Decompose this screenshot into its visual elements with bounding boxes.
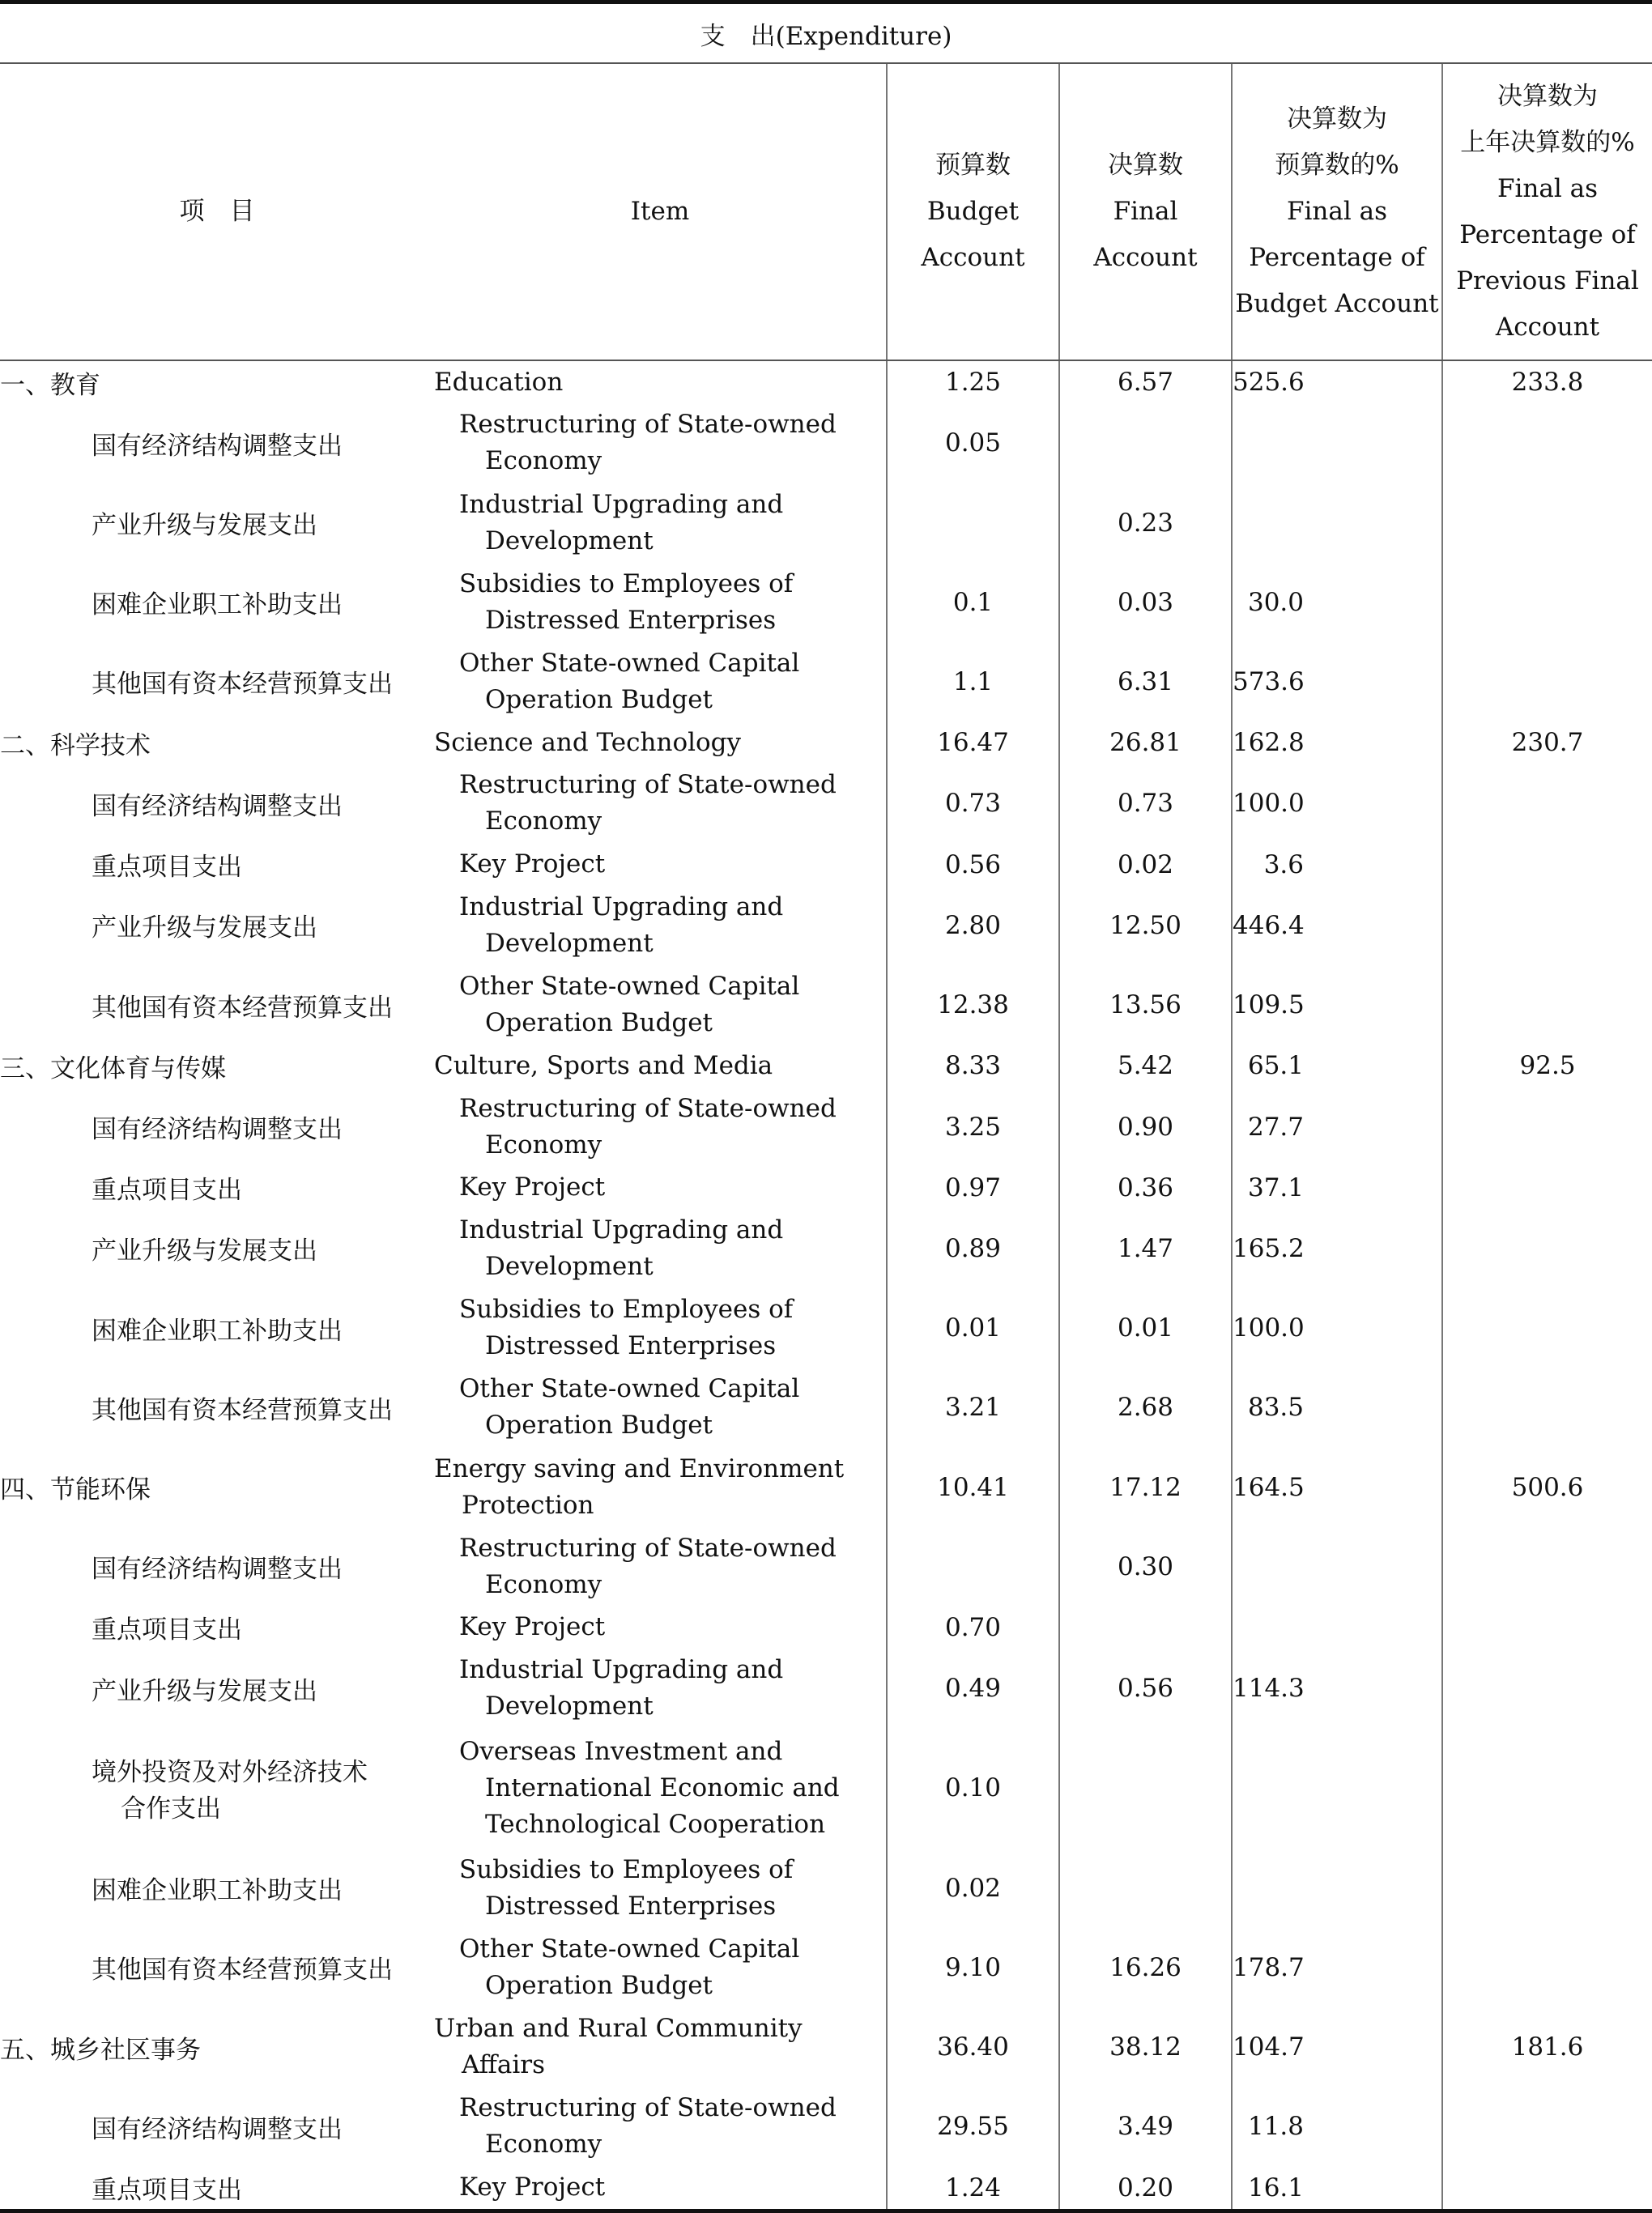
item-zh-cell <box>0 1849 434 1928</box>
table-title-row <box>0 2 1652 64</box>
pct-prev-cell: 233.8 <box>1442 360 1652 403</box>
pct-budget-cell <box>1232 1527 1442 1607</box>
subitem-row <box>0 1288 1652 1368</box>
item-zh-cell <box>0 2007 434 2087</box>
item-en-cell <box>434 1045 887 1087</box>
item-en-text: International Economic and <box>485 1773 840 1802</box>
item-en-text: Industrial Upgrading and <box>459 892 784 921</box>
item-zh-cell <box>0 1649 434 1728</box>
item-en-text: Overseas Investment and <box>459 1736 783 1766</box>
header-final-pct-prev-line: Previous Final <box>1456 266 1639 296</box>
subitem-row <box>0 1607 1652 1649</box>
pct-prev-cell <box>1442 1728 1652 1848</box>
header-final-pct-budget-line: 预算数的% <box>1275 151 1399 180</box>
subitem-row <box>0 1649 1652 1728</box>
item-en-text: Economy <box>485 2130 602 2160</box>
subitem-row <box>0 563 1652 642</box>
pct-budget-cell: 165.2 <box>1232 1209 1442 1288</box>
budget-cell: 9.10 <box>887 1928 1059 2007</box>
item-en-text: Protection <box>462 1490 594 1520</box>
item-zh-cell <box>0 1728 434 1848</box>
pct-budget-cell: 11.8 <box>1232 2087 1442 2166</box>
item-en-cell <box>434 1447 887 1526</box>
header-budget-line: 预算数 <box>935 151 1011 180</box>
item-zh-cell <box>0 1045 434 1087</box>
budget-cell: 0.05 <box>887 403 1059 483</box>
subitem-row <box>0 2166 1652 2211</box>
item-zh-text: 重点项目支出 <box>92 1615 242 1645</box>
item-en-cell <box>434 886 887 965</box>
header-budget <box>887 63 1059 360</box>
item-zh-cell <box>0 483 434 562</box>
item-zh-cell <box>0 1607 434 1649</box>
pct-budget-cell: 83.5 <box>1232 1368 1442 1447</box>
budget-cell: 29.55 <box>887 2087 1059 2166</box>
item-zh-cell <box>0 2166 434 2211</box>
item-en-cell <box>434 1527 887 1607</box>
item-en-cell <box>434 1649 887 1728</box>
item-zh-text: 其他国有资本经营预算支出 <box>92 670 393 700</box>
item-zh-text: 国有经济结构调整支出 <box>92 431 343 461</box>
budget-cell: 0.70 <box>887 1607 1059 1649</box>
item-en-cell <box>434 1368 887 1447</box>
item-en-text: Industrial Upgrading and <box>459 1655 784 1685</box>
item-zh-text: 境外投资及对外经济技术 <box>92 1758 368 1788</box>
item-zh-text: 二、科学技术 <box>0 730 151 760</box>
item-zh-cell <box>0 1447 434 1526</box>
item-zh-text: 国有经济结构调整支出 <box>92 791 343 821</box>
pct-budget-cell: 104.7 <box>1232 2007 1442 2087</box>
pct-prev-cell <box>1442 1928 1652 2007</box>
header-final-pct-prev-line: Percentage of <box>1459 219 1636 249</box>
item-en-text: Subsidies to Employees of <box>459 568 794 598</box>
pct-prev-cell <box>1442 844 1652 886</box>
item-en-text: Distressed Enterprises <box>485 605 777 635</box>
final-cell: 38.12 <box>1059 2007 1232 2087</box>
subitem-row <box>0 886 1652 965</box>
category-row <box>0 721 1652 764</box>
final-cell: 0.03 <box>1059 563 1232 642</box>
item-en-text: Economy <box>485 446 602 476</box>
item-zh-cell <box>0 2087 434 2166</box>
item-en-cell <box>434 1849 887 1928</box>
item-zh-text: 困难企业职工补助支出 <box>92 590 343 620</box>
item-en-text: Operation Budget <box>485 1008 713 1038</box>
item-en-text: Development <box>485 1251 654 1281</box>
header-final-line: 决算数 <box>1108 151 1183 180</box>
item-en-text: Affairs <box>462 2050 545 2080</box>
pct-prev-cell <box>1442 1849 1652 1928</box>
item-en-cell <box>434 1087 887 1166</box>
pct-budget-cell: 30.0 <box>1232 563 1442 642</box>
item-zh-text: 产业升级与发展支出 <box>92 511 317 541</box>
item-en-text: Industrial Upgrading and <box>459 1215 784 1245</box>
item-en-cell <box>434 1928 887 2007</box>
item-en-cell <box>434 764 887 843</box>
budget-cell: 1.24 <box>887 2166 1059 2211</box>
final-cell: 2.68 <box>1059 1368 1232 1447</box>
item-zh-text: 国有经济结构调整支出 <box>92 1555 343 1585</box>
budget-cell: 0.10 <box>887 1728 1059 1848</box>
pct-prev-cell <box>1442 642 1652 721</box>
item-en-cell <box>434 2007 887 2087</box>
pct-budget-cell: 109.5 <box>1232 965 1442 1045</box>
item-en-text: Industrial Upgrading and <box>459 489 784 519</box>
final-cell: 12.50 <box>1059 886 1232 965</box>
budget-cell: 36.40 <box>887 2007 1059 2087</box>
pct-prev-cell <box>1442 2087 1652 2166</box>
final-cell: 6.31 <box>1059 642 1232 721</box>
item-zh-cell <box>0 1209 434 1288</box>
pct-budget-cell <box>1232 1607 1442 1649</box>
pct-prev-cell <box>1442 1288 1652 1368</box>
item-zh-text: 合作支出 <box>121 1794 221 1824</box>
category-row <box>0 1447 1652 1526</box>
final-cell: 17.12 <box>1059 1447 1232 1526</box>
item-en-cell <box>434 563 887 642</box>
header-final-pct-budget-line: Final as <box>1286 197 1388 226</box>
item-zh-cell <box>0 1928 434 2007</box>
subitem-row <box>0 1368 1652 1447</box>
final-cell <box>1059 1849 1232 1928</box>
budget-cell: 1.25 <box>887 360 1059 403</box>
budget-cell: 3.21 <box>887 1368 1059 1447</box>
item-en-cell <box>434 642 887 721</box>
item-zh-text: 产业升级与发展支出 <box>92 913 317 943</box>
pct-prev-cell <box>1442 563 1652 642</box>
item-en-cell <box>434 1288 887 1368</box>
item-en-cell <box>434 360 887 403</box>
item-zh-text: 产业升级与发展支出 <box>92 1676 317 1706</box>
item-zh-text: 其他国有资本经营预算支出 <box>92 993 393 1023</box>
pct-prev-cell <box>1442 483 1652 562</box>
pct-budget-cell: 37.1 <box>1232 1167 1442 1209</box>
item-en-text: Economy <box>485 1130 602 1160</box>
pct-budget-cell: 162.8 <box>1232 721 1442 764</box>
item-zh-cell <box>0 721 434 764</box>
header-final <box>1059 63 1232 360</box>
header-final-pct-budget-line: 决算数为 <box>1287 104 1387 134</box>
item-zh-text: 产业升级与发展支出 <box>92 1236 317 1266</box>
item-en-text: Education <box>434 367 564 397</box>
item-en-text: Key Project <box>459 1172 606 1202</box>
final-cell: 0.20 <box>1059 2166 1232 2211</box>
pct-prev-cell: 230.7 <box>1442 721 1652 764</box>
final-cell: 0.36 <box>1059 1167 1232 1209</box>
header-final-pct-prev-line: Final as <box>1497 173 1599 203</box>
budget-cell: 0.49 <box>887 1649 1059 1728</box>
final-cell: 1.47 <box>1059 1209 1232 1288</box>
final-cell <box>1059 403 1232 483</box>
item-zh-text: 四、节能环保 <box>0 1475 151 1505</box>
subitem-row <box>0 1728 1652 1848</box>
item-zh-text: 重点项目支出 <box>92 2176 242 2206</box>
final-cell: 0.90 <box>1059 1087 1232 1166</box>
header-final-pct-budget-line: Budget Account <box>1235 289 1439 318</box>
budget-cell: 0.56 <box>887 844 1059 886</box>
table-title: 支 出(Expenditure) <box>0 2 1652 64</box>
item-en-text: Development <box>485 1692 654 1721</box>
item-en-text: Energy saving and Environment <box>434 1453 845 1483</box>
item-en-cell <box>434 1607 887 1649</box>
budget-cell: 2.80 <box>887 886 1059 965</box>
item-en-text: Restructuring of State-owned <box>459 410 837 440</box>
item-zh-text: 一、教育 <box>0 370 100 400</box>
final-cell <box>1059 1607 1232 1649</box>
category-row <box>0 360 1652 403</box>
item-en-text: Other State-owned Capital <box>459 1934 800 1964</box>
pct-budget-cell <box>1232 1849 1442 1928</box>
pct-budget-cell: 100.0 <box>1232 764 1442 843</box>
final-cell: 0.02 <box>1059 844 1232 886</box>
item-zh-cell <box>0 886 434 965</box>
pct-budget-cell: 27.7 <box>1232 1087 1442 1166</box>
pct-prev-cell: 500.6 <box>1442 1447 1652 1526</box>
item-en-text: Operation Budget <box>485 684 713 714</box>
item-en-text: Key Project <box>459 1612 606 1642</box>
item-en-text: Subsidies to Employees of <box>459 1854 794 1884</box>
subitem-row <box>0 965 1652 1045</box>
item-en-text: Urban and Rural Community <box>434 2014 803 2044</box>
pct-prev-cell <box>1442 1607 1652 1649</box>
pct-budget-cell: 3.6 <box>1232 844 1442 886</box>
budget-cell: 0.02 <box>887 1849 1059 1928</box>
subitem-row <box>0 1849 1652 1928</box>
pct-prev-cell <box>1442 1649 1652 1728</box>
item-zh-text: 国有经济结构调整支出 <box>92 2114 343 2144</box>
item-zh-cell <box>0 764 434 843</box>
subitem-row <box>0 2087 1652 2166</box>
item-zh-cell <box>0 965 434 1045</box>
header-final-pct-budget-line: Percentage of <box>1249 243 1425 272</box>
item-en-text: Other State-owned Capital <box>459 972 800 1002</box>
item-en-text: Technological Cooperation <box>485 1809 826 1839</box>
pct-prev-cell <box>1442 1368 1652 1447</box>
header-final-line: Final <box>1113 197 1178 226</box>
item-en-text: Development <box>485 928 654 958</box>
table-body <box>0 360 1652 2211</box>
final-cell: 0.73 <box>1059 764 1232 843</box>
item-zh-cell <box>0 1087 434 1166</box>
pct-prev-cell <box>1442 1087 1652 1166</box>
pct-budget-cell: 100.0 <box>1232 1288 1442 1368</box>
item-en-text: Development <box>485 526 654 555</box>
pct-budget-cell <box>1232 1728 1442 1848</box>
pct-prev-cell <box>1442 1527 1652 1607</box>
item-en-text: Economy <box>485 806 602 836</box>
subitem-row <box>0 1527 1652 1607</box>
pct-budget-cell <box>1232 403 1442 483</box>
budget-cell: 8.33 <box>887 1045 1059 1087</box>
item-zh-cell <box>0 1167 434 1209</box>
item-en-cell <box>434 965 887 1045</box>
pct-budget-cell: 114.3 <box>1232 1649 1442 1728</box>
item-en-text: Other State-owned Capital <box>459 1374 800 1404</box>
item-en-cell <box>434 2087 887 2166</box>
budget-cell: 10.41 <box>887 1447 1059 1526</box>
item-en-cell <box>434 403 887 483</box>
item-en-text: Distressed Enterprises <box>485 1331 777 1361</box>
final-cell: 5.42 <box>1059 1045 1232 1087</box>
budget-cell: 0.73 <box>887 764 1059 843</box>
pct-prev-cell <box>1442 965 1652 1045</box>
final-cell: 0.30 <box>1059 1527 1232 1607</box>
budget-cell: 3.25 <box>887 1087 1059 1166</box>
pct-prev-cell <box>1442 1209 1652 1288</box>
item-en-text: Culture, Sports and Media <box>434 1050 773 1080</box>
item-zh-text: 重点项目支出 <box>92 853 242 883</box>
pct-budget-cell: 446.4 <box>1232 886 1442 965</box>
item-zh-cell <box>0 1368 434 1447</box>
budget-cell <box>887 483 1059 562</box>
item-zh-text: 其他国有资本经营预算支出 <box>92 1956 393 1985</box>
final-cell <box>1059 1728 1232 1848</box>
subitem-row <box>0 1209 1652 1288</box>
header-final-line: Account <box>1093 243 1198 272</box>
pct-prev-cell <box>1442 886 1652 965</box>
subitem-row <box>0 642 1652 721</box>
item-en-text: Restructuring of State-owned <box>459 770 837 800</box>
final-cell: 0.01 <box>1059 1288 1232 1368</box>
item-zh-cell <box>0 1527 434 1607</box>
item-zh-text: 三、文化体育与传媒 <box>0 1053 226 1083</box>
subitem-row <box>0 403 1652 483</box>
header-item-en: Item <box>434 63 887 360</box>
budget-cell: 0.01 <box>887 1288 1059 1368</box>
budget-cell: 16.47 <box>887 721 1059 764</box>
budget-cell: 0.97 <box>887 1167 1059 1209</box>
item-zh-text: 困难企业职工补助支出 <box>92 1316 343 1346</box>
final-cell: 26.81 <box>1059 721 1232 764</box>
budget-cell: 12.38 <box>887 965 1059 1045</box>
item-zh-text: 国有经济结构调整支出 <box>92 1115 343 1144</box>
pct-budget-cell <box>1232 483 1442 562</box>
final-cell: 16.26 <box>1059 1928 1232 2007</box>
item-en-text: Science and Technology <box>434 727 742 757</box>
item-en-text: Restructuring of State-owned <box>459 1533 837 1563</box>
item-zh-cell <box>0 642 434 721</box>
item-zh-text: 重点项目支出 <box>92 1176 242 1206</box>
item-en-cell <box>434 1209 887 1288</box>
header-final-pct-prev-line: 决算数为 <box>1497 81 1599 111</box>
header-final-pct-prev-line: 上年决算数的% <box>1460 127 1635 157</box>
item-en-text: Key Project <box>459 2173 606 2202</box>
subitem-row <box>0 483 1652 562</box>
pct-budget-cell: 573.6 <box>1232 642 1442 721</box>
header-budget-line: Budget <box>926 197 1020 226</box>
final-cell: 0.56 <box>1059 1649 1232 1728</box>
pct-prev-cell <box>1442 2166 1652 2211</box>
pct-budget-cell: 178.7 <box>1232 1928 1442 2007</box>
item-zh-text: 其他国有资本经营预算支出 <box>92 1395 393 1425</box>
budget-cell: 0.89 <box>887 1209 1059 1288</box>
item-en-text: Key Project <box>459 849 606 879</box>
final-cell: 3.49 <box>1059 2087 1232 2166</box>
item-zh-cell <box>0 1288 434 1368</box>
header-row <box>0 63 1652 360</box>
pct-prev-cell <box>1442 1167 1652 1209</box>
pct-prev-cell: 92.5 <box>1442 1045 1652 1087</box>
subitem-row <box>0 764 1652 843</box>
pct-prev-cell: 181.6 <box>1442 2007 1652 2087</box>
header-budget-line: Account <box>921 243 1025 272</box>
item-zh-text: 困难企业职工补助支出 <box>92 1876 343 1906</box>
final-cell: 13.56 <box>1059 965 1232 1045</box>
pct-prev-cell <box>1442 764 1652 843</box>
item-en-text: Restructuring of State-owned <box>459 2093 837 2123</box>
category-row <box>0 2007 1652 2087</box>
item-en-text: Subsidies to Employees of <box>459 1295 794 1325</box>
pct-budget-cell: 525.6 <box>1232 360 1442 403</box>
item-zh-cell <box>0 563 434 642</box>
category-row <box>0 1045 1652 1087</box>
item-en-text: Operation Budget <box>485 1970 713 2000</box>
item-zh-cell <box>0 403 434 483</box>
header-final-pct-prev <box>1442 63 1652 360</box>
budget-cell: 1.1 <box>887 642 1059 721</box>
header-final-pct-prev-line: Account <box>1495 312 1600 342</box>
pct-budget-cell: 164.5 <box>1232 1447 1442 1526</box>
item-en-text: Economy <box>485 1569 602 1599</box>
item-en-cell <box>434 1728 887 1848</box>
final-cell: 0.23 <box>1059 483 1232 562</box>
item-en-text: Restructuring of State-owned <box>459 1093 837 1123</box>
item-en-cell <box>434 483 887 562</box>
header-final-pct-budget <box>1232 63 1442 360</box>
pct-budget-cell: 16.1 <box>1232 2166 1442 2211</box>
pct-budget-cell: 65.1 <box>1232 1045 1442 1087</box>
pct-prev-cell <box>1442 403 1652 483</box>
item-zh-cell <box>0 844 434 886</box>
item-en-text: Distressed Enterprises <box>485 1891 777 1921</box>
item-zh-cell <box>0 360 434 403</box>
item-en-cell <box>434 844 887 886</box>
subitem-row <box>0 1087 1652 1166</box>
budget-cell <box>887 1527 1059 1607</box>
item-en-cell <box>434 2166 887 2211</box>
final-cell: 6.57 <box>1059 360 1232 403</box>
subitem-row <box>0 1928 1652 2007</box>
item-zh-text: 五、城乡社区事务 <box>0 2035 201 2065</box>
item-en-cell <box>434 721 887 764</box>
header-item-zh: 项 目 <box>0 63 434 360</box>
item-en-cell <box>434 1167 887 1209</box>
budget-cell: 0.1 <box>887 563 1059 642</box>
subitem-row <box>0 1167 1652 1209</box>
item-en-text: Other State-owned Capital <box>459 648 800 678</box>
item-en-text: Operation Budget <box>485 1411 713 1441</box>
subitem-row <box>0 844 1652 886</box>
